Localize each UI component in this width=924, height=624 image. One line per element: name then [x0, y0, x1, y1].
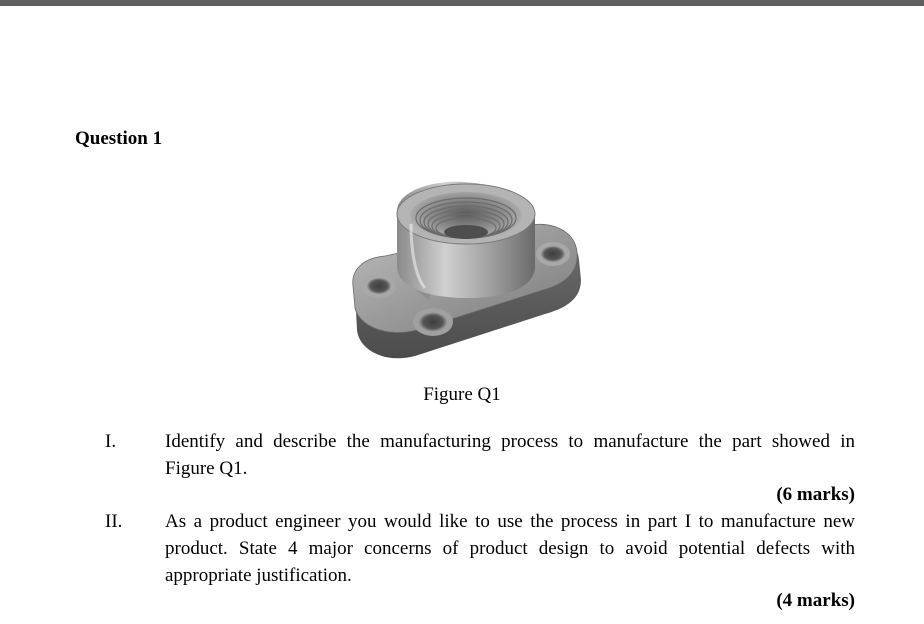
item-2-marks: (4 marks)	[776, 590, 855, 611]
item-1-line-1: Identify and describe the manufacturing process to manufacture the part showed in	[165, 431, 855, 452]
item-2-line-3: appropriate justification.	[165, 565, 352, 586]
item-2-line-2: product. State 4 major concerns of product design to avoid potential defects with	[165, 538, 855, 559]
flange-part-image	[345, 180, 585, 376]
item-text-2	[165, 508, 855, 589]
item-2-line-1: As a product engineer you would like to use the process in part I to manufacture new	[165, 511, 855, 532]
figure-caption: Figure Q1	[423, 384, 501, 405]
item-1-line-2: Figure Q1.	[165, 458, 248, 479]
question-heading: Question 1	[75, 128, 163, 149]
item-number-2: II.	[105, 511, 123, 532]
top-bar	[0, 0, 924, 6]
item-number-1: I.	[105, 431, 117, 452]
item-1-marks: (6 marks)	[776, 484, 855, 505]
item-text-1	[165, 428, 855, 482]
figure-image	[345, 180, 585, 376]
